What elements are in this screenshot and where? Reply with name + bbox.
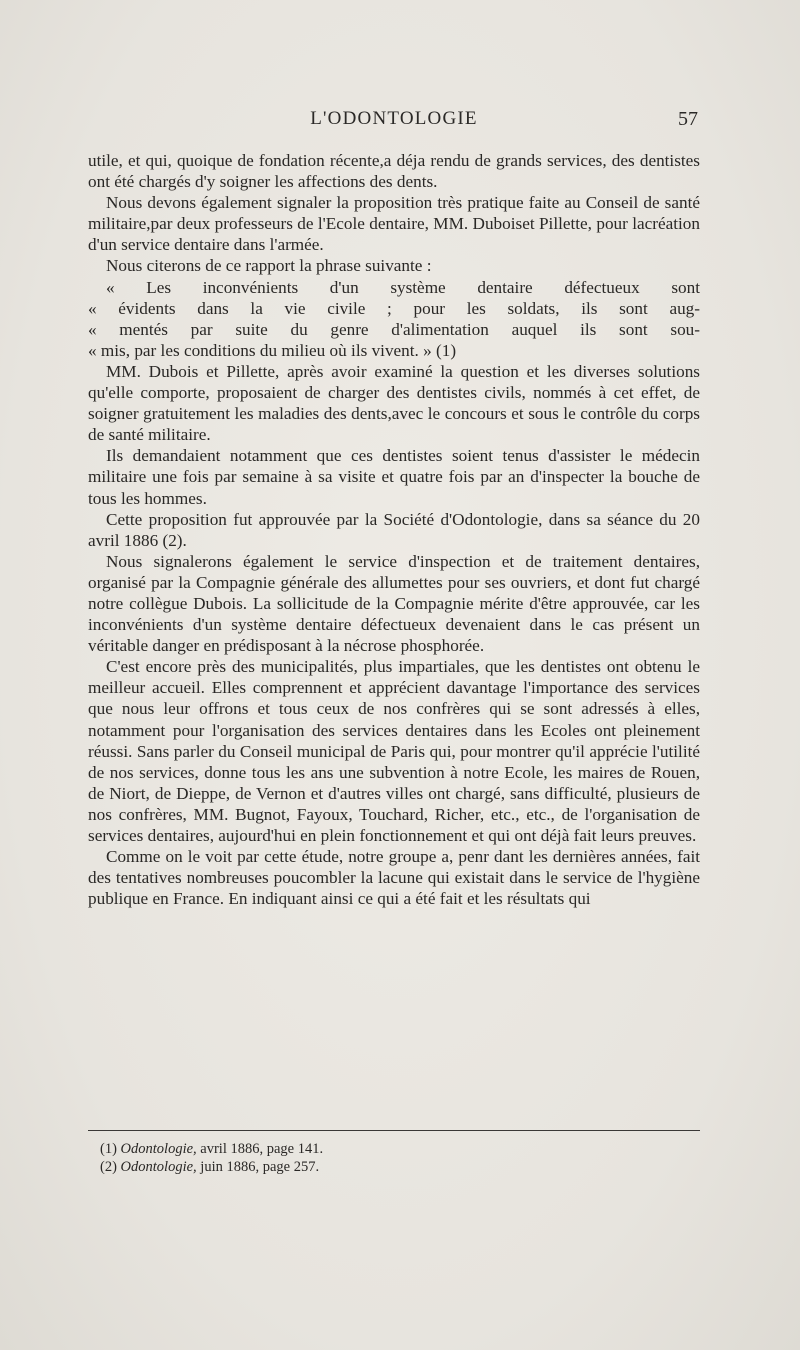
paragraph: utile, et qui, quoique de fondation récente,a déja rendu de grands services, des dentistes ont été chargés d'y soigner les affections des dents. (88, 151, 700, 192)
footnote-source: Odontologie, (120, 1141, 197, 1157)
paragraph: Nous citerons de ce rapport la phrase suivante : (106, 256, 432, 276)
footnote-divider (88, 1130, 700, 1131)
quote-line: « mis, par les conditions du milieu où ils vivent. » (1) (88, 340, 457, 360)
paragraph: Ils demandaient notamment que ces dentistes soient tenus d'assister le médecin militaire une fois par semaine à sa visite et quatre fois par an d'inspecter la bouche de tous les hommes. (88, 446, 700, 508)
quote-line: « mentés par suite du genre d'alimentation auquel ils sont sou- (88, 319, 700, 339)
footnote-number: (2) (100, 1159, 117, 1175)
footnote (100, 1140, 660, 1158)
footnote-source: Odontologie, (120, 1159, 197, 1175)
footnote (100, 1158, 660, 1176)
running-title: L'ODONTOLOGIE (310, 108, 478, 129)
quote-line: « Les inconvénients d'un système dentaire défectueux sont (106, 277, 700, 297)
running-header (88, 108, 700, 138)
footnotes (100, 1140, 660, 1176)
paragraph: Comme on le voit par cette étude, notre groupe a, penr dant les dernières années, fait des tentatives nombreuses poucombler la lacune qui existait dans le service de l'hygiène publique en France. En indiquant ainsi ce qui a été fait et les résultats qui (88, 847, 700, 909)
paragraph: C'est encore près des municipalités, plus impartiales, que les dentistes ont obtenu le meilleur accueil. Elles comprennent et apprécient davantage l'importance des services que nous leur offrons et tous ceux de nos confrères qui se sont adressés à elles, notamment pour l'organisation des services dentaires dans les Ecoles ont pleinement réussi. Sans parler du Conseil municipal de Paris qui, pour montrer qu'il apprécie l'utilité de nos services, donne tous les ans une subvention à notre Ecole, les maires de Rouen, de Niort, de Dieppe, de Vernon et d'autres villes ont chargé, sans difficulté, plusieurs de nos confrères, MM. Bugnot, Fayoux, Touchard, Richer, etc., etc., de l'organisation de services dentaires, aujourd'hui en plein fonctionnement et qui ont déjà fait leurs preuves. (88, 657, 700, 845)
footnote-detail: avril 1886, page 141. (196, 1141, 324, 1157)
paragraph: Cette proposition fut approuvée par la Société d'Odontologie, dans sa séance du 20 avril 1886 (2). (88, 509, 700, 550)
quote-line: « évidents dans la vie civile ; pour les soldats, ils sont aug- (88, 298, 700, 318)
paragraph: Nous signalerons également le service d'inspection et de traitement dentaires, organisé par la Compagnie générale des allumettes pour ses ouvriers, et dont fut chargé notre collègue Dubois. La sollicitude de la Compagnie mérite d'être approuvée, car les inconvénients d'un système dentaire défectueux devenaient dans le cas présent un véritable danger en prédisposant à la nécrose phosphorée. (88, 551, 700, 656)
page-number: 57 (678, 108, 698, 130)
paragraph: Nous devons également signaler la proposition très pratique faite au Conseil de santé militaire,par deux professeurs de l'Ecole dentaire, MM. Duboiset Pillette, pour lacréation d'un service dentaire dans l'armée. (88, 193, 700, 255)
body-text (88, 150, 700, 909)
footnote-detail: juin 1886, page 257. (196, 1159, 320, 1175)
block-quote (88, 277, 700, 361)
paragraph: MM. Dubois et Pillette, après avoir examiné la question et les diverses solutions qu'elle comporte, proposaient de charger des dentistes civils, nommés à cet effet, de soigner gratuitement les maladies des dents,avec le concours et sous le contrôle du corps de santé militaire. (88, 361, 700, 445)
footnote-number: (1) (100, 1141, 117, 1157)
